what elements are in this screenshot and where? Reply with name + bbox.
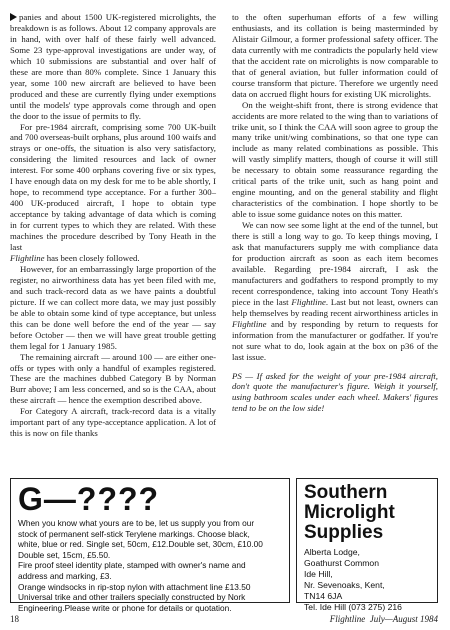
paragraph: panies and about 1500 UK-registered microlights, the breakdown is as follows. About 12 company approvals are in hand, with over half of these fairly well advanced. Some 23 type-approval investigations are under way, of which 10 submissions are substantial and over half of these are more than 80% complete. Since 1 January this year, some 100 new aircraft are believed to have been produced and these are currently flying under exemptions until the models' type approvals come through and open the door to the issue of permits to fly.	[10, 12, 216, 121]
ad-line: stock of permanent self-stick Terylene markings. Choose black,	[18, 528, 250, 539]
flightline-ref: Flightline	[232, 318, 267, 329]
page-number: 18	[10, 614, 19, 624]
ad-headline: G—????	[18, 481, 160, 517]
ad-body	[18, 518, 284, 613]
paragraph: to the often superhuman efforts of a few willing enthusiasts, and its collation is being masterminded by Alistair Gilmour, a former professional safety officer. The data currently with me contradicts the popularly held view that the accident rate on microlights is now comparable to that of general aviation, but fuller information could of course transform that picture. Therefore we urgently need data on accrued flight hours for existing UK microlights.	[232, 12, 438, 99]
paragraph: On the weight-shift front, there is strong evidence that accidents are more related to the wing than to variations of trike unit, so I think the CAA will soon agree to group the many trike unit/wing combinations, so that one type can include as many related combinations as possible. This will vastly simplify matters, though of course it will still be necessary to obtain some reassurance regarding the critical parts of the trike unit, such as hang point and engine mounting, and on the general stability and flight characteristics of the combination. I hope shortly to be able to issue some guidance notes on this matter.	[232, 99, 438, 220]
flightline-ref: Flightline	[10, 252, 45, 263]
paragraph: Flightline has been closely followed.	[10, 252, 140, 263]
ad-line: white, blue or red. Single set, 50cm, £12.Double set, 30cm, £10.00	[18, 539, 263, 550]
ad-line: Universal trike and other trailers specially constructed by Nork	[18, 592, 246, 603]
paragraph: For pre-1984 aircraft, comprising some 700 UK-built and 700 overseas-built orphans, plus around 100 waifs and strays or one-offs, the situation is also very satisfactory, considering the limited resources and lack of owner interest. For some 400 orphans covering five or six types, I have enough data on my desk for me to be able shortly, I hope, to recommend type acceptance. For a further 300–400 UK-produced aircraft, I hope to obtain type acceptance by taking advantage of data which is coming in for current types to which they are related. With these machines the procedure described by Tony Heath in the last	[10, 121, 216, 253]
paragraph: We can now see some light at the end of the tunnel, but there is still a long way to go. To keep things moving, I ask that manufacturers supply me with compliance data for production aircraft as soon as each item becomes available. Regarding pre-1984 aircraft, I ask the manufacturers and godfathers to respond promptly to my recent correspondence, taking into account Tony Heath's piece in the last Flightline. Last but not least, owners can help themselves by reading recent airworthiness articles in Flightline and by responding by return to requests for information from the manufacturer or godfather. If you're not sure what to do, look again at the box on p36 of the last issue.	[232, 220, 439, 362]
ad-line: Orange windsocks in rip-stop nylon with attachment line £13.50	[18, 581, 251, 592]
flightline-ref: Flightline	[291, 296, 326, 307]
ad-line: Fire proof steel identity plate, stamped with owner's name and	[18, 560, 246, 571]
registration-markings-ad	[10, 478, 290, 613]
company-address: Alberta Lodge, Goathurst Common Ide Hill, Nr. Sevenoaks, Kent, TN14 6JA Tel. Ide Hill (073 275) 216	[304, 547, 402, 612]
paragraph: However, for an embarrassingly large proportion of the register, no airworthiness data has yet been filed with me, and such track-record data as we have paints a doubtful picture. If we can collect more data, we may just possibly be able to obtain some kind of type acceptance, but unless this can be done well before the end of the year — say before October — then we will have great trouble getting them legal for 1 January 1985.	[10, 263, 216, 351]
ad-line: Engineering.Please write or phone for details or quotation.	[18, 602, 232, 613]
ad-line: Double set, 15cm, £5.50.	[18, 549, 111, 560]
running-footer: Flightline July—August 1984	[329, 614, 438, 624]
article-right-column	[232, 12, 438, 414]
postscript: PS — If asked for the weight of your pre-1984 aircraft, don't quote the manufacturer's figure. Weigh it yourself, using bathroom scales under each wheel. Makers' figures tend to be on the low side!	[232, 370, 438, 414]
southern-microlight-supplies-ad	[296, 478, 438, 612]
arrow-icon	[10, 13, 17, 21]
paragraph: The remaining aircraft — around 100 — are either one-offs or types with only a handful of examples registered. These are the machines dubbed Category B by Norman Burr above; I am less concerned, and so is the CAA, about these aircraft — hence the exemption described above.	[10, 351, 216, 406]
company-name: Southern Microlight Supplies	[304, 482, 395, 543]
paragraph: For Category A aircraft, track-record data is a vitally important part of any type-acceptance application. A lot of this is now on file thanks	[10, 406, 216, 439]
article-left-column	[10, 12, 216, 439]
ad-line: address and marking, £3.	[18, 570, 112, 581]
ad-line: When you know what yours are to be, let us supply you from our	[18, 518, 255, 528]
